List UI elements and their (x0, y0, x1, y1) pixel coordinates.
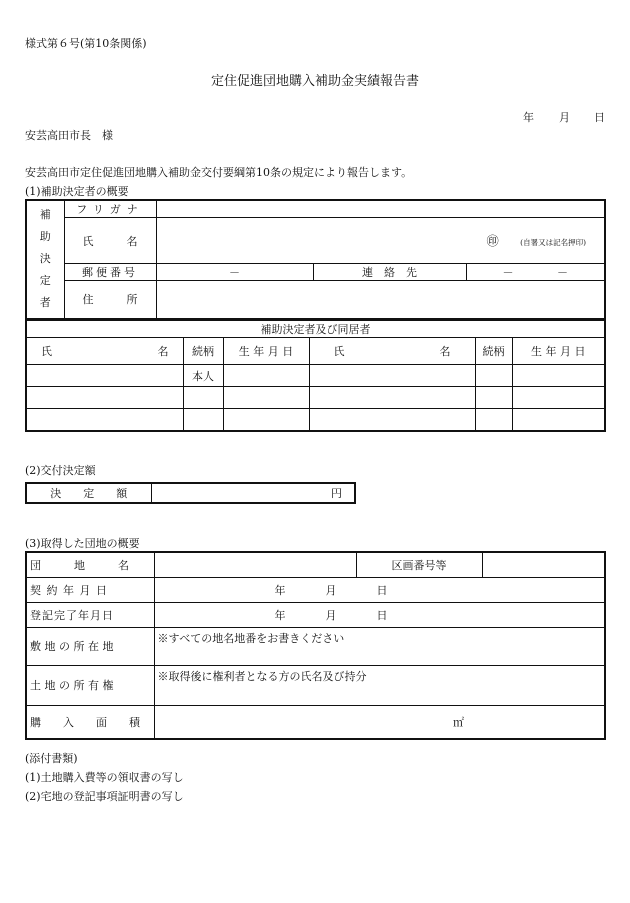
seal-mark: ㊞ (486, 234, 499, 248)
location-field[interactable] (154, 627, 605, 665)
registration-date-field[interactable] (154, 602, 605, 627)
day-label: 日 (376, 608, 388, 622)
contract-date-label: 契 約 年 月 日 (26, 577, 154, 602)
contact-dash: － (502, 266, 514, 279)
address-label: 住 所 (64, 281, 156, 319)
cell[interactable] (475, 365, 512, 387)
seal-note: (自署又は記名押印) (520, 238, 586, 247)
relation-self: 本人 (183, 365, 223, 387)
name-label: 氏 名 (64, 218, 156, 264)
postal-field[interactable] (156, 264, 313, 281)
acquired-land-table (25, 551, 606, 740)
cell[interactable] (183, 409, 223, 431)
name-field[interactable] (156, 218, 605, 264)
attachment-item: (2)宅地の登記事項証明書の写し (25, 790, 184, 803)
form-number: 様式第６号(第10条関係) (25, 37, 147, 50)
cell[interactable] (223, 365, 309, 387)
grant-amount-table (25, 482, 356, 504)
col-name-header: 氏 名 (309, 338, 475, 365)
ownership-label: 土 地 の 所 有 権 (26, 665, 154, 705)
date-month-label: 月 (559, 111, 570, 124)
col-name-header: 氏 名 (26, 338, 183, 365)
furigana-field[interactable] (156, 200, 605, 218)
grant-amount-field[interactable] (151, 483, 355, 503)
date-day-label: 日 (594, 111, 605, 124)
decision-holder-table (25, 199, 606, 320)
table-row (26, 365, 605, 387)
cell[interactable] (223, 409, 309, 431)
contact-field[interactable] (466, 264, 605, 281)
lot-number-field[interactable] (482, 552, 605, 577)
cell[interactable] (309, 409, 475, 431)
date-year-label: 年 (523, 111, 534, 124)
complex-name-label: 団 地 名 (26, 552, 154, 577)
day-label: 日 (376, 583, 388, 597)
grant-amount-label: 決 定 額 (26, 483, 151, 503)
addressee: 安芸高田市長 様 (25, 129, 113, 142)
intro-text: 安芸高田市定住促進団地購入補助金交付要綱第10条の規定により報告します。 (25, 166, 413, 179)
month-label: 月 (325, 583, 337, 597)
cell[interactable] (475, 387, 512, 409)
postal-label: 郵便番号 (64, 264, 156, 281)
side-label: 補 助 決 定 者 (26, 200, 64, 319)
table-row (26, 387, 605, 409)
col-relation-header: 続柄 (183, 338, 223, 365)
furigana-label: フリガナ (64, 200, 156, 218)
cell[interactable] (26, 365, 183, 387)
col-birth-header: 生 年 月 日 (223, 338, 309, 365)
postal-dash: － (229, 266, 240, 279)
ownership-note: ※取得後に権利者となる方の氏名及び持分 (157, 669, 367, 683)
cohabitants-table (25, 319, 606, 432)
area-field[interactable] (154, 705, 605, 739)
table-row (26, 409, 605, 431)
lot-number-label: 区画番号等 (356, 552, 482, 577)
section3-heading: (3)取得した団地の概要 (25, 537, 140, 550)
cell[interactable] (223, 387, 309, 409)
month-label: 月 (325, 608, 337, 622)
cell[interactable] (26, 409, 183, 431)
section2-heading: (2)交付決定額 (25, 464, 96, 477)
location-label: 敷 地 の 所 在 地 (26, 627, 154, 665)
area-label: 購 入 面 積 (26, 705, 154, 739)
location-note: ※すべての地名地番をお書きください (157, 631, 345, 645)
attachments-heading: (添付書類) (25, 752, 78, 765)
sqm-unit: ㎡ (453, 715, 464, 729)
complex-name-field[interactable] (154, 552, 356, 577)
section1-heading: (1)補助決定者の概要 (25, 185, 129, 198)
cell[interactable] (183, 387, 223, 409)
cohabitants-header: 補助決定者及び同居者 (26, 320, 605, 338)
cell[interactable] (475, 409, 512, 431)
contact-label: 連 絡 先 (313, 264, 466, 281)
cell[interactable] (512, 387, 605, 409)
address-field[interactable] (156, 281, 605, 319)
attachment-item: (1)土地購入費等の領収書の写し (25, 771, 184, 784)
contract-date-field[interactable] (154, 577, 605, 602)
col-birth-header: 生 年 月 日 (512, 338, 605, 365)
yen-unit: 円 (331, 487, 342, 500)
year-label: 年 (274, 608, 286, 622)
year-label: 年 (274, 583, 286, 597)
cell[interactable] (512, 409, 605, 431)
col-relation-header: 続柄 (475, 338, 512, 365)
cell[interactable] (26, 387, 183, 409)
page-title: 定住促進団地購入補助金実績報告書 (210, 74, 419, 89)
cell[interactable] (309, 365, 475, 387)
ownership-field[interactable] (154, 665, 605, 705)
registration-date-label: 登記完了年月日 (26, 602, 154, 627)
cell[interactable] (309, 387, 475, 409)
cell[interactable] (512, 365, 605, 387)
contact-dash: － (557, 266, 568, 279)
